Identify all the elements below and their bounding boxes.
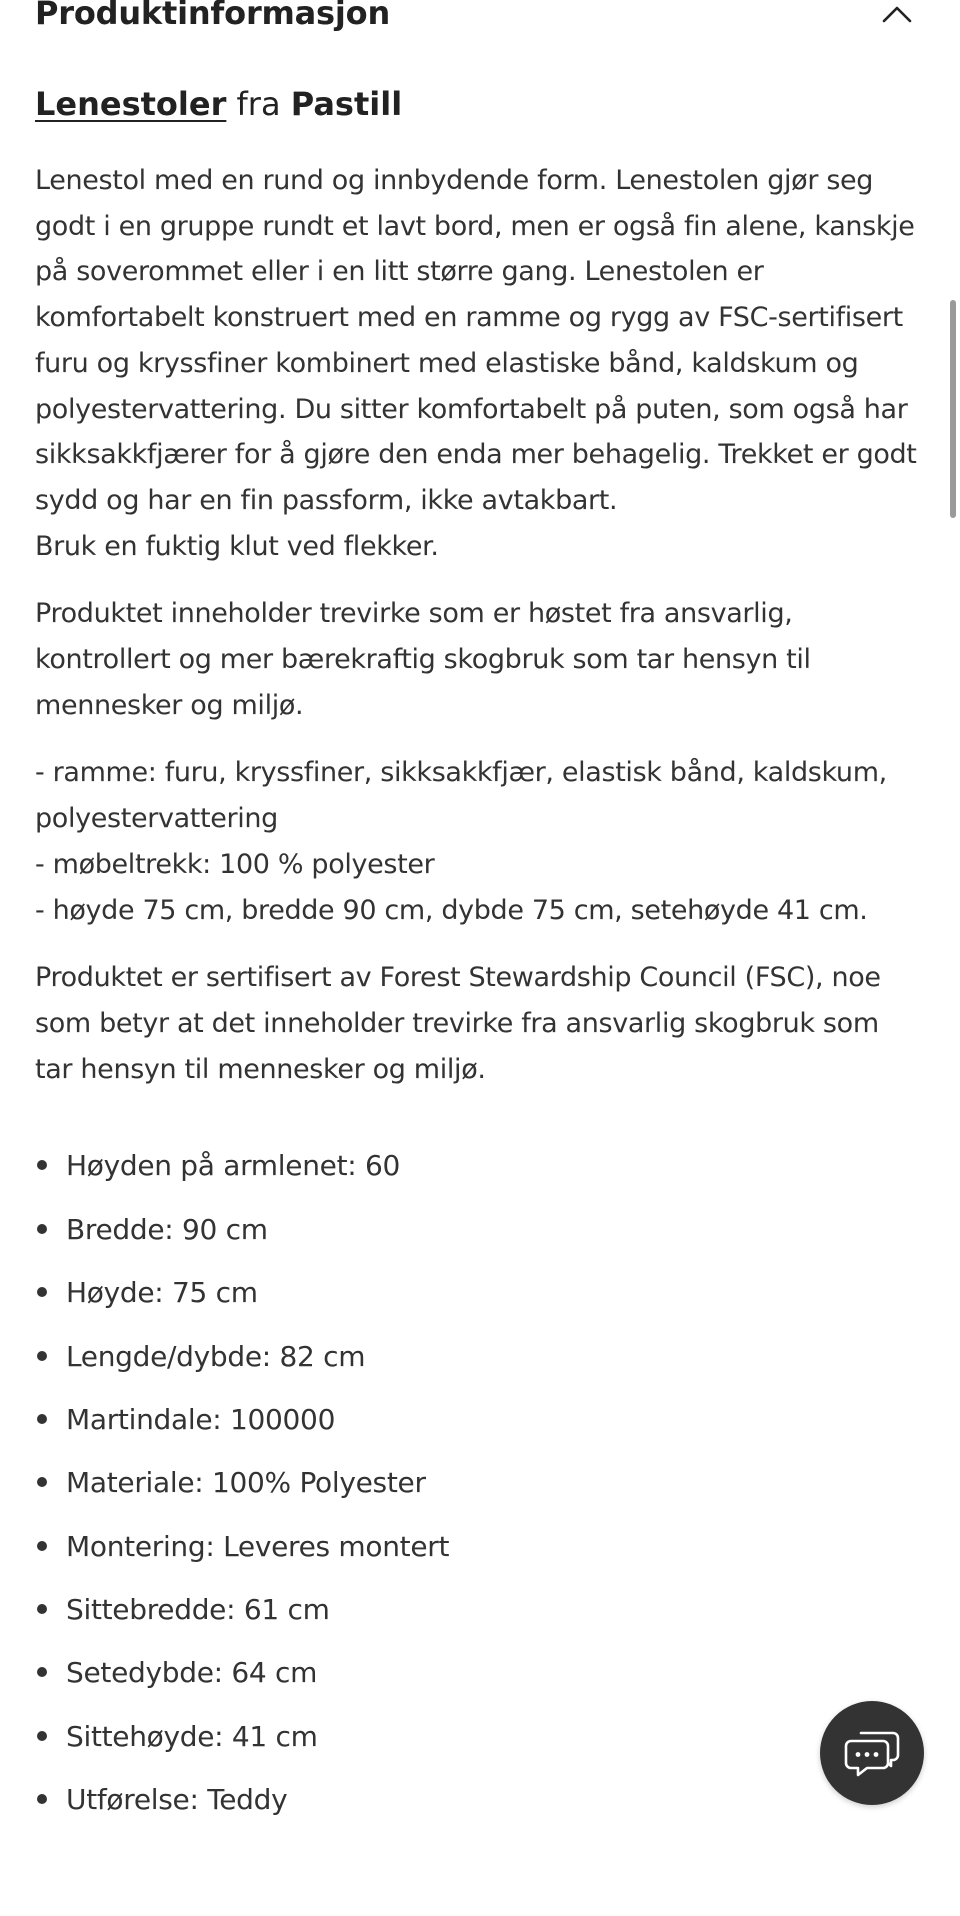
scrollbar-thumb[interactable] [950, 300, 956, 518]
chat-bubbles-icon [843, 1727, 901, 1779]
specs-list [35, 1148, 920, 1845]
spec-text: Materiale: 100% Polyester [66, 1466, 426, 1500]
list-item [35, 1465, 920, 1528]
description-text: Lenestol med en rund og innbydende form. Lenestolen gjør seg godt i en gruppe rundt et lavt bord, men er også fin alene, kanskje på soverommet eller i en litt større gang. Lenestolen er komfortabelt konstruert med en ramme og rygg av FSC-sertifisert furu og kryssfiner kombinert med elastiske bånd, kaldskum og polyestervattering. Du sitter komfortabelt på puten, som også har sikksakkfjærer for å gjøre den enda mer behagelig. Trekket er godt sydd og har en fin passform, ikke avtakbart. [35, 165, 917, 516]
list-item [35, 1719, 920, 1782]
spec-text: Bredde: 90 cm [66, 1212, 268, 1246]
material-frame: - ramme: furu, kryssfiner, sikksakkfjær, elastisk bånd, kaldskum, polyestervattering [35, 757, 887, 835]
bullet-icon [37, 1477, 47, 1487]
spec-text: Sittehøyde: 41 cm [66, 1719, 318, 1753]
category-link[interactable]: Lenestoler [35, 85, 227, 123]
material-upholstery: - møbeltrekk: 100 % polyester [35, 848, 435, 880]
chevron-up-icon [882, 5, 912, 23]
material-dimensions: - høyde 75 cm, bredde 90 cm, dybde 75 cm, setehøyde 41 cm. [35, 894, 868, 926]
bullet-icon [37, 1794, 47, 1804]
bullet-icon [37, 1414, 47, 1424]
spec-text: Montering: Leveres montert [66, 1529, 450, 1563]
subtitle-connector: fra [226, 85, 291, 123]
spec-text: Martindale: 100000 [66, 1402, 336, 1436]
spec-text: Setedybde: 64 cm [66, 1656, 318, 1690]
bullet-icon [37, 1224, 47, 1234]
spec-text: Sittebredde: 61 cm [66, 1593, 330, 1627]
materials-paragraph [35, 750, 920, 933]
product-info-header[interactable] [35, 0, 925, 36]
list-item [35, 1655, 920, 1718]
list-item [35, 1592, 920, 1655]
list-item [35, 1275, 920, 1338]
bullet-icon [37, 1541, 47, 1551]
description-paragraph [35, 158, 920, 569]
spec-text: Høyden på armlenet: 60 [66, 1149, 401, 1183]
list-item [35, 1148, 920, 1211]
care-instruction: Bruk en fuktig klut ved flekker. [35, 530, 439, 562]
list-item [35, 1529, 920, 1592]
list-item [35, 1339, 920, 1402]
bullet-icon [37, 1287, 47, 1297]
spec-text: Lengde/dybde: 82 cm [66, 1339, 366, 1373]
list-item [35, 1212, 920, 1275]
spec-text: Høyde: 75 cm [66, 1276, 258, 1310]
spec-text: Utførelse: Teddy [66, 1783, 288, 1817]
product-info-content [35, 84, 920, 1846]
brand-name: Pastill [290, 85, 403, 123]
bullet-icon [37, 1731, 47, 1741]
bullet-icon [37, 1667, 47, 1677]
section-title: Produktinformasjon [35, 0, 391, 32]
bullet-icon [37, 1604, 47, 1614]
list-item [35, 1782, 920, 1845]
fsc-paragraph: Produktet er sertifisert av Forest Stewardship Council (FSC), noe som betyr at det inneholder trevirke fra ansvarlig skogbruk som tar hensyn til mennesker og miljø. [35, 962, 881, 1085]
chat-button[interactable] [820, 1701, 924, 1805]
collapse-toggle-button[interactable] [877, 0, 917, 30]
product-subtitle [35, 84, 920, 124]
bullet-icon [37, 1351, 47, 1361]
bullet-icon [37, 1160, 47, 1170]
list-item [35, 1402, 920, 1465]
sustainability-paragraph: Produktet inneholder trevirke som er høstet fra ansvarlig, kontrollert og mer bærekraftig skogbruk som tar hensyn til mennesker og miljø. [35, 598, 811, 721]
